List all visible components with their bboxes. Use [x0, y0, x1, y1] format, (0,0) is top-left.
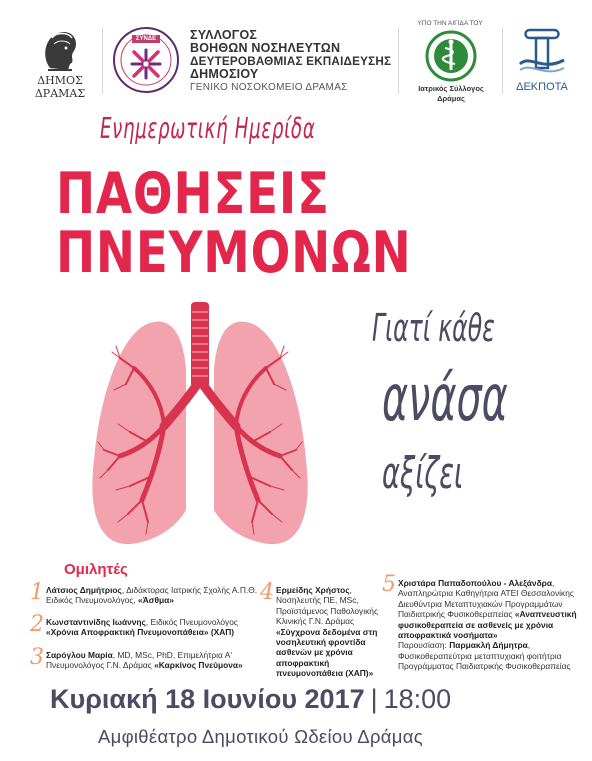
auspices-label: ΥΠΟ ΤΗΝ ΑΙΓΙΔΑ ΤΟΥ	[417, 20, 483, 27]
slogan-line3: αξίζει	[382, 448, 464, 499]
speaker-1	[46, 585, 258, 606]
presenter-name: Παρμακλή Δήμητρα	[449, 640, 528, 651]
header-divider	[398, 28, 399, 94]
speaker-details: , Διδάκτορας Ιατρικής Σχολής Α.Π.Θ. Ειδικός Πνευμονολόγος,	[46, 585, 258, 606]
speaker-topic: «Άσθμα»	[138, 595, 174, 606]
synde-badge-label: ΣΥΝΔΕ	[132, 35, 160, 43]
header-divider	[502, 28, 503, 94]
trachea	[191, 302, 209, 388]
speaker-name: Κωνσταντινίδης Ιωάννης	[46, 617, 146, 627]
presenter-details: , Φυσικοθεραπεύτρια μεταπτυχιακή φοιτήτρια Προγράμματος Παιδιατρικής Φυσικοθεραπείας	[398, 640, 571, 672]
hospital-name: ΓΕΝΙΚΟ ΝΟΣΟΚΟΜΕΙΟ ΔΡΑΜΑΣ	[190, 82, 348, 93]
association-line3: ΔΕΥΤΕΡΟΒΑΘΜΙΑΣ ΕΚΠΑΙΔΕΥΣΗΣ	[190, 55, 392, 68]
speaker-name: Ερμείδης Χρήστος	[276, 585, 350, 595]
medical-assoc-line1: Ιατρικός Σύλλογος	[418, 84, 484, 93]
medical-association-logo	[425, 30, 477, 82]
column-icon	[512, 24, 572, 78]
speaker-number: 2	[30, 612, 44, 637]
speaker-details: , Αναπληρώτρια Καθηγήτρια ΑΤΕΙ Θεσσαλονίκης Διευθύντρια Μεταπτυχιακών Προγραμμάτων Παιδιατρικής Φυσικοθεραπείας	[398, 578, 574, 620]
association-line2: ΒΟΗΘΩΝ ΝΟΣΗΛΕΥΤΩΝ	[190, 41, 341, 55]
speaker-name: Χριστάρα Παπαδοπούλου - Αλεξάνδρα	[398, 578, 552, 588]
left-lung	[92, 322, 186, 545]
date-separator: |	[370, 684, 378, 714]
speaker-topic: «Καρκίνος Πνεύμονα»	[154, 660, 243, 671]
speaker-topic: «Σύγχρονα δεδομένα στη νοσηλευτική φροντίδα ασθενών με χρόνια αποφρακτική πνευμονοπάθεια (ΧΑΠ)»	[276, 626, 378, 679]
association-line1: ΣΥΛΛΟΓΟΣ	[190, 28, 258, 42]
dimos-line2: ΔΡΑΜΑΣ	[34, 87, 86, 100]
speakers-heading: Ομιλητές	[64, 561, 128, 578]
caduceus-icon	[425, 30, 477, 82]
event-venue: Αμφιθέατρο Δημοτικού Ωδείου Δράμας	[98, 726, 423, 747]
lungs-illustration	[90, 300, 310, 555]
right-lung	[214, 322, 308, 545]
title-line2: ΠΝΕΥΜΟΝΩΝ	[56, 220, 412, 286]
speaker-name: Λάτσιος Δημήτριος	[46, 585, 122, 595]
event-date-line	[50, 684, 451, 715]
ancient-head-icon	[28, 24, 92, 74]
title-line1: ΠΑΘΗΣΕΙΣ	[56, 161, 330, 227]
dekpota-logo	[512, 24, 572, 100]
speaker-3	[46, 650, 258, 671]
event-time: 18:00	[383, 684, 452, 714]
speaker-number: 4	[260, 580, 274, 605]
speaker-number: 1	[30, 580, 44, 605]
speaker-topic: «Χρόνια Αποφρακτική Πνευμονοπάθεια» (ΧΑΠ)	[46, 627, 235, 638]
medical-assoc-line2: Δράμας	[437, 94, 465, 103]
synde-logo	[112, 26, 180, 94]
slogan-line2: ανάσα	[382, 362, 508, 436]
association-line4: ΔΗΜΟΣΙΟΥ	[190, 67, 259, 81]
speaker-2	[46, 617, 258, 638]
speaker-details: , Ειδικός Πνευμονολόγος	[145, 617, 238, 627]
event-subtitle: Ενημερωτική Ημερίδα	[100, 112, 316, 145]
speaker-details: , MD, MSc, PhD, Επιμελήτρια Α' Πνευμονολόγος Γ.Ν. Δράμας	[46, 650, 232, 671]
dimos-line1: ΔΗΜΟΣ	[37, 74, 83, 87]
speaker-4	[276, 585, 380, 679]
event-date: Κυριακή 18 Ιουνίου 2017	[50, 684, 365, 714]
dekpota-label: ΔΕΚΠΟΤΑ	[516, 81, 568, 93]
speaker-name: Σαρόγλου Μαρία	[46, 650, 113, 660]
speaker-number: 5	[382, 572, 396, 597]
dimos-dramas-logo	[28, 24, 92, 100]
speaker-details: , Νοσηλευτής ΠΕ, MSc, Προϊστάμενος Παθολογικής Κλινικής Γ.Ν. Δράμας	[276, 585, 378, 627]
speaker-number: 3	[30, 645, 44, 670]
slogan-line1: Γιατί κάθε	[372, 306, 495, 350]
presenter-label: Παρουσίαση:	[398, 640, 450, 651]
speaker-5	[398, 578, 584, 672]
speaker-topic: «Αναπνευστική φυσικοθεραπεία σε ασθενείς με χρόνια αποφρακτικά νοσήματα»	[398, 609, 577, 641]
header-divider	[102, 28, 103, 94]
